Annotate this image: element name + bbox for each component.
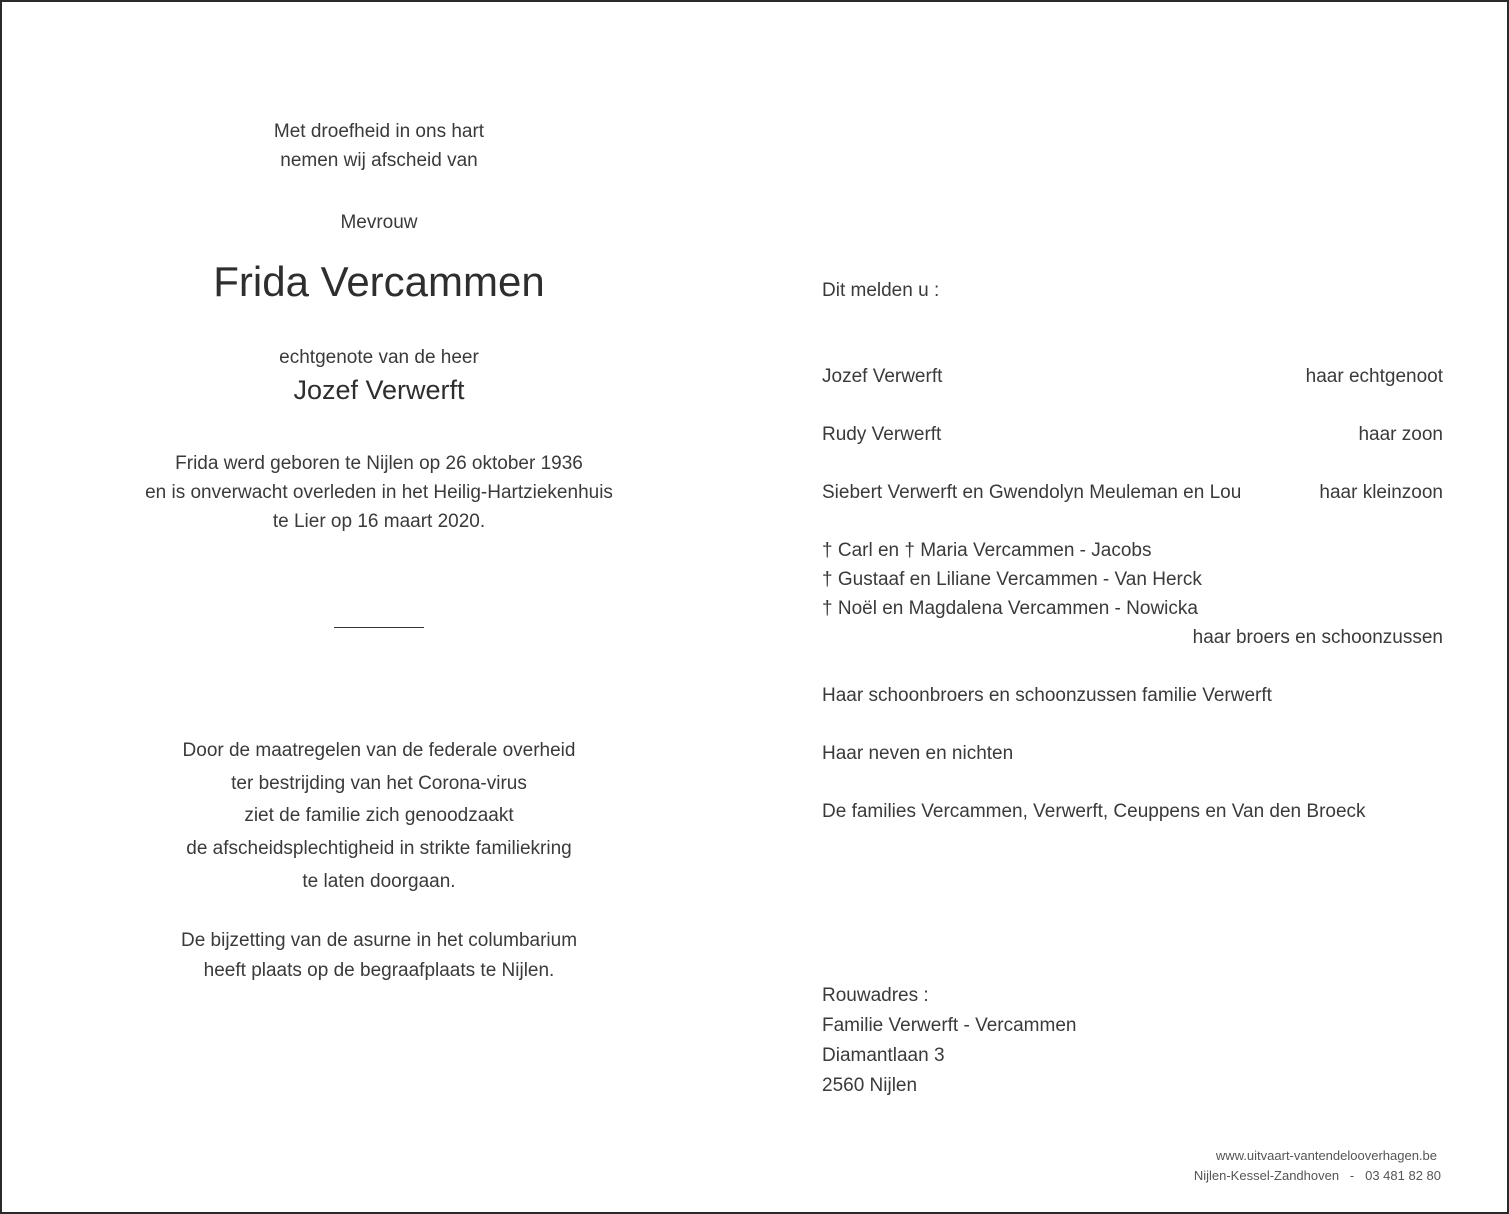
sibling-1: † Gustaaf en Liliane Vercammen - Van Herck — [822, 569, 1202, 590]
divider-line — [334, 627, 424, 628]
address-city: 2560 Nijlen — [822, 1075, 918, 1096]
family-relation-2: haar kleinzoon — [1319, 482, 1443, 503]
bio-line-2: en is onverwacht overleden in het Heilig-Hartziekenhuis — [145, 482, 613, 503]
sibling-0: † Carl en † Maria Vercammen - Jacobs — [822, 540, 1152, 561]
cousins: Haar neven en nichten — [822, 743, 1014, 764]
notice-line-4: de afscheidsplechtigheid in strikte familiekring — [186, 838, 572, 859]
family-name-0: Jozef Verwerft — [822, 366, 943, 387]
intro-line-2: nemen wij afscheid van — [280, 150, 478, 171]
salutation: Mevrouw — [340, 212, 418, 233]
notice-line-2: ter bestrijding van het Corona-virus — [231, 773, 527, 794]
families: De families Vercammen, Verwerft, Ceuppens en Van den Broeck — [822, 801, 1366, 822]
address-street: Diamantlaan 3 — [822, 1045, 945, 1066]
bio-line-1: Frida werd geboren te Nijlen op 26 oktober 1936 — [175, 453, 583, 474]
family-name-2: Siebert Verwerft en Gwendolyn Meuleman en Lou — [822, 482, 1242, 503]
sibling-2: † Noël en Magdalena Vercammen - Nowicka — [822, 598, 1198, 619]
notice-line-5: te laten doorgaan. — [302, 871, 456, 892]
footer-contact: Nijlen-Kessel-Zandhoven - 03 481 82 80 — [1193, 1168, 1441, 1183]
family-relation-0: haar echtgenoot — [1305, 366, 1443, 387]
address-label: Rouwadres : — [822, 985, 929, 1006]
bio-line-3: te Lier op 16 maart 2020. — [272, 511, 486, 532]
siblings-relation: haar broers en schoonzussen — [1192, 627, 1443, 648]
notice-line-3: ziet de familie zich genoodzaakt — [244, 805, 514, 826]
burial-line-1: De bijzetting van de asurne in het columbarium — [180, 930, 578, 951]
spouse-intro: echtgenote van de heer — [279, 347, 479, 368]
address-name: Familie Verwerft - Vercammen — [822, 1015, 1077, 1036]
in-laws: Haar schoonbroers en schoonzussen familie Verwerft — [822, 685, 1272, 706]
spouse-name: Jozef Verwerft — [293, 375, 465, 405]
burial-line-2: heeft plaats op de begraafplaats te Nijlen. — [203, 960, 555, 981]
family-relation-1: haar zoon — [1358, 424, 1443, 445]
family-name-1: Rudy Verwerft — [822, 424, 942, 445]
footer-website: www.uitvaart-vantendelooverhagen.be — [1215, 1148, 1437, 1163]
intro-line-1: Met droefheid in ons hart — [273, 121, 485, 142]
announce-text: Dit melden u : — [822, 280, 940, 301]
notice-line-1: Door de maatregelen van de federale overheid — [182, 740, 576, 761]
deceased-name: Frida Vercammen — [213, 258, 545, 305]
